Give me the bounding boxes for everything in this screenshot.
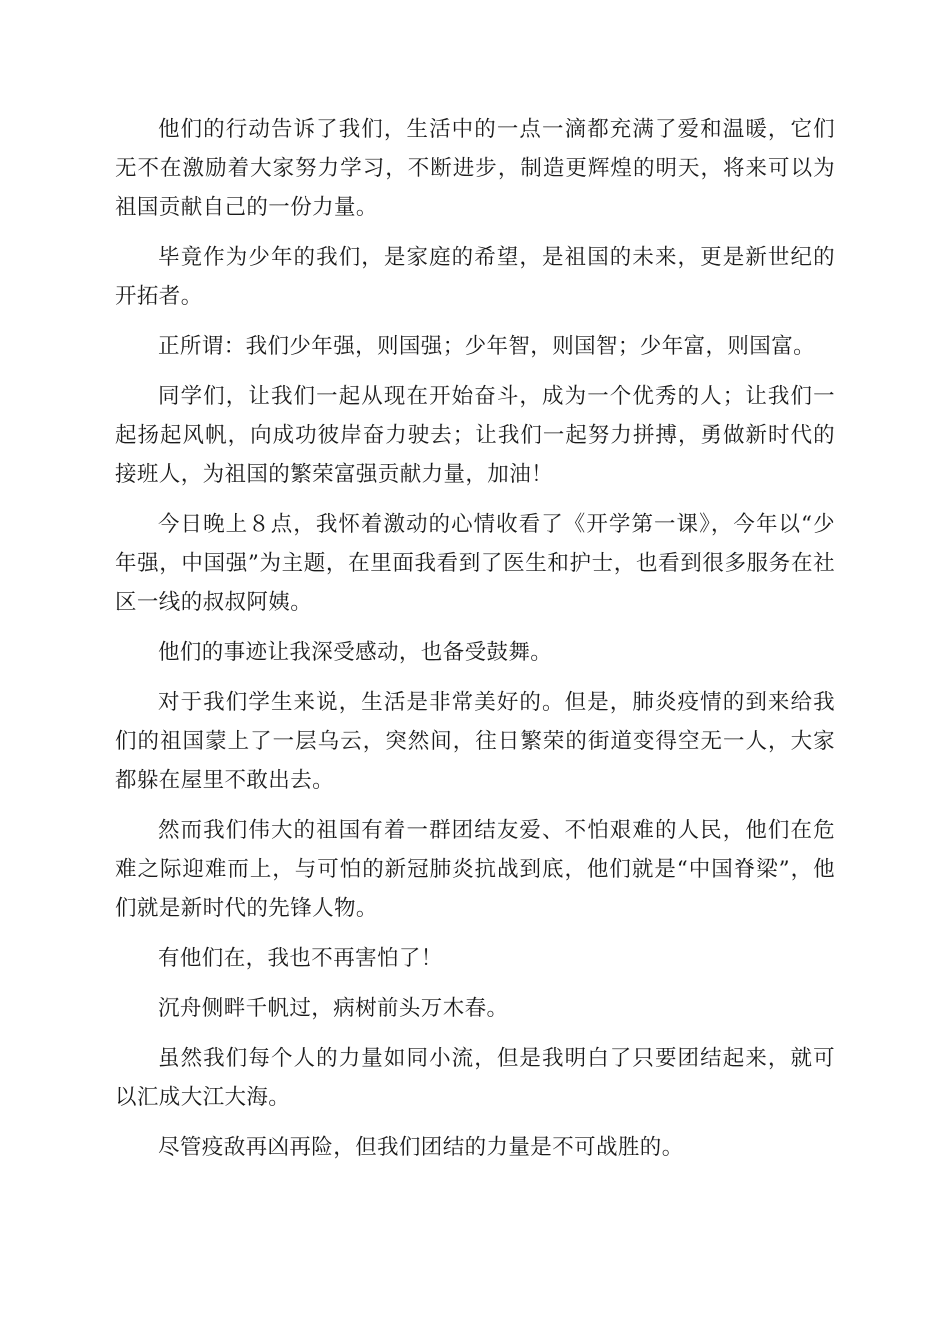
paragraph-11: 虽然我们每个人的力量如同小流，但是我明白了只要团结起来，就可以汇成大江大海。 xyxy=(115,1046,835,1110)
paragraph-3: 正所谓：我们少年强，则国强；少年智，则国智；少年富，则国富。 xyxy=(158,334,816,359)
paragraph-12: 尽管疫敌再凶再险，但我们团结的力量是不可战胜的。 xyxy=(158,1135,684,1160)
paragraph-6: 他们的事迹让我深受感动，也备受鼓舞。 xyxy=(158,640,553,665)
paragraph-2: 毕竟作为少年的我们，是家庭的希望，是祖国的未来，更是新世纪的开拓者。 xyxy=(115,245,835,309)
paragraph-5: 今日晚上８点，我怀着激动的心情收看了《开学第一课》，今年以“少年强，中国强”为主题，在里面我看到了医生和护士，也看到很多服务在社区一线的叔叔阿姨。 xyxy=(115,512,835,615)
paragraph-7: 对于我们学生来说，生活是非常美好的。但是，肺炎疫情的到来给我们的祖国蒙上了一层乌云，突然间，往日繁荣的街道变得空无一人，大家都躲在屋里不敢出去。 xyxy=(115,690,835,793)
paragraph-8: 然而我们伟大的祖国有着一群团结友爱、不怕艰难的人民，他们在危难之际迎难而上，与可怕的新冠肺炎抗战到底，他们就是“中国脊梁”，他们就是新时代的先锋人物。 xyxy=(115,818,835,921)
document-body xyxy=(115,110,835,1178)
paragraph-1: 他们的行动告诉了我们，生活中的一点一滴都充满了爱和温暖，它们无不在激励着大家努力学习，不断进步，制造更辉煌的明天，将来可以为祖国贡献自己的一份力量。 xyxy=(115,117,835,220)
paragraph-9: 有他们在，我也不再害怕了！ xyxy=(158,946,443,971)
paragraph-4: 同学们，让我们一起从现在开始奋斗，成为一个优秀的人；让我们一起扬起风帆，向成功彼岸奋力驶去；让我们一起努力拼搏，勇做新时代的接班人，为祖国的繁荣富强贡献力量，加油！ xyxy=(115,384,835,487)
paragraph-10: 沉舟侧畔千帆过，病树前头万木春。 xyxy=(158,996,509,1021)
